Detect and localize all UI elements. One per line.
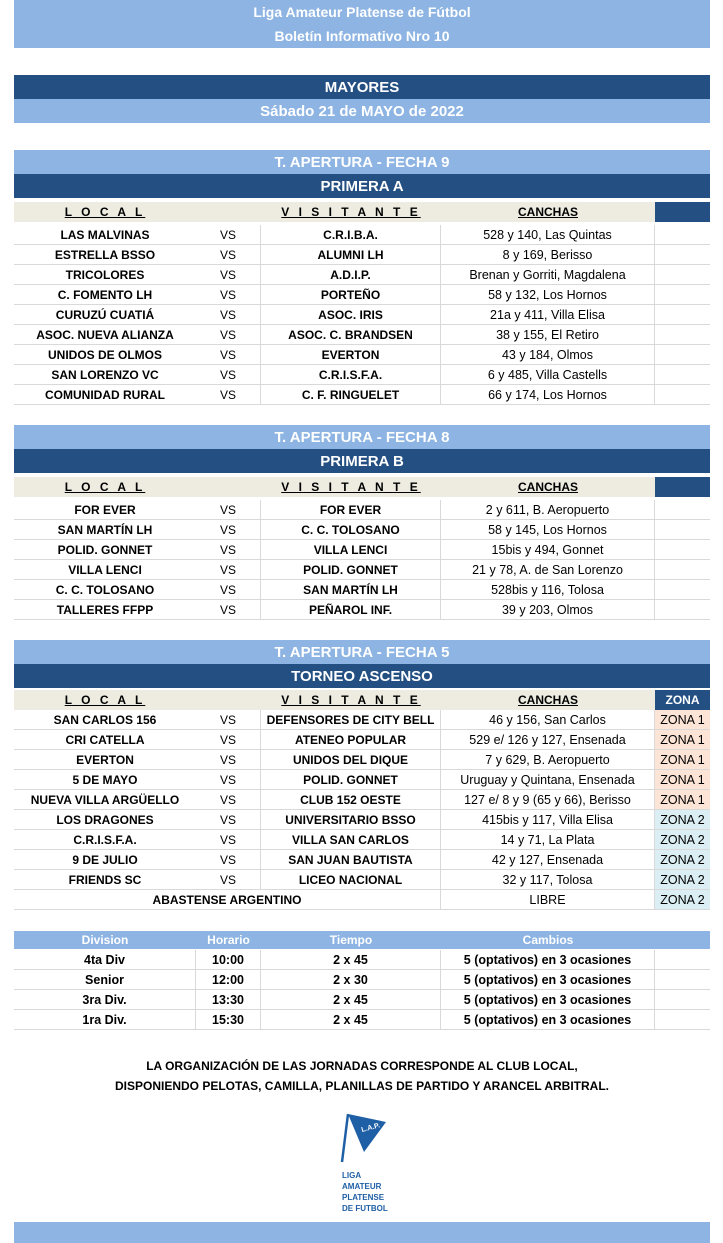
match-date: Sábado 21 de MAYO de 2022 <box>14 99 710 123</box>
match-row <box>14 365 710 385</box>
local-team: SAN CARLOS 156 <box>53 712 157 727</box>
local-team: EVERTON <box>76 752 134 767</box>
local-team: SAN LORENZO VC <box>51 367 159 382</box>
field-location: 127 e/ 8 y 9 (65 y 66), Berisso <box>441 790 655 809</box>
ascenso-division: TORNEO ASCENSO <box>14 664 710 688</box>
visitor-team: POLID. GONNET <box>261 770 441 789</box>
header-corner <box>655 477 710 497</box>
local-team: TALLERES FFPP <box>56 602 154 617</box>
schedule-subs: 5 (optativos) en 3 ocasiones <box>441 970 655 989</box>
local-team: SAN MARTÍN LH <box>57 522 153 537</box>
vs-label: VS <box>196 790 261 809</box>
field-location: Brenan y Gorriti, Magdalena <box>441 265 655 284</box>
field-location: 58 y 132, Los Hornos <box>441 285 655 304</box>
empty-cell <box>655 325 710 344</box>
local-team: C.R.I.S.F.A. <box>73 832 137 847</box>
local-team: LOS DRAGONES <box>56 812 154 827</box>
schedule-division: 4ta Div <box>14 950 196 969</box>
field-location: 528 y 140, Las Quintas <box>441 225 655 244</box>
local-team: FRIENDS SC <box>68 872 142 887</box>
vs-label: VS <box>196 580 261 599</box>
match-row <box>14 265 710 285</box>
bulletin-subtitle: Boletín Informativo Nro 10 <box>14 24 710 48</box>
fields-header: CANCHAS <box>441 477 655 497</box>
match-row <box>14 245 710 265</box>
zone-badge: ZONA 1 <box>655 790 710 809</box>
field-location: 46 y 156, San Carlos <box>441 710 655 729</box>
field-location: 8 y 169, Berisso <box>441 245 655 264</box>
empty-cell <box>655 970 710 989</box>
vs-label: VS <box>196 520 261 539</box>
league-logo <box>334 1112 406 1220</box>
local-team: C. C. TOLOSANO <box>55 582 155 597</box>
field-location: Uruguay y Quintana, Ensenada <box>441 770 655 789</box>
vs-label: VS <box>196 850 261 869</box>
local-team: 9 DE JULIO <box>72 852 138 867</box>
visitor-team: ASOC. C. BRANDSEN <box>261 325 441 344</box>
logo-flag-text: L.A.P. <box>360 1122 381 1134</box>
visitor-team: PEÑAROL INF. <box>261 600 441 619</box>
empty-cell <box>655 305 710 324</box>
logo-line-4: DE FUTBOL <box>342 1204 388 1213</box>
visitor-team: POLID. GONNET <box>261 560 441 579</box>
local-header: L O C A L <box>14 202 196 222</box>
visitor-team: VILLA LENCI <box>261 540 441 559</box>
field-location: 42 y 127, Ensenada <box>441 850 655 869</box>
notice-line-1: LA ORGANIZACIÓN DE LAS JORNADAS CORRESPONDE AL CLUB LOCAL, <box>146 1059 578 1073</box>
match-row <box>14 810 710 830</box>
zone-badge: ZONA 2 <box>655 870 710 889</box>
schedule-subs-header: Cambios <box>522 933 574 947</box>
primera-b-matches <box>14 500 710 620</box>
zone-badge: ZONA 2 <box>655 850 710 869</box>
vs-label: VS <box>196 750 261 769</box>
free-row <box>14 890 710 910</box>
vs-label: VS <box>196 500 261 519</box>
local-team: C. FOMENTO LH <box>57 287 153 302</box>
match-row <box>14 520 710 540</box>
vs-label: VS <box>196 325 261 344</box>
match-row <box>14 770 710 790</box>
logo-line-2: AMATEUR <box>342 1182 382 1191</box>
empty-cell <box>655 245 710 264</box>
header-corner <box>655 202 710 222</box>
organization-notice <box>14 1056 710 1096</box>
schedule-division: 3ra Div. <box>14 990 196 1009</box>
visitor-team: ASOC. IRIS <box>261 305 441 324</box>
vs-label: VS <box>196 365 261 384</box>
notice-line-2: DISPONIENDO PELOTAS, CAMILLA, PLANILLAS DE PARTIDO Y ARANCEL ARBITRAL. <box>114 1079 609 1093</box>
local-team: 5 DE MAYO <box>72 772 138 787</box>
empty-cell <box>655 1010 710 1029</box>
match-row <box>14 285 710 305</box>
vs-label: VS <box>196 770 261 789</box>
schedule-duration: 2 x 30 <box>261 970 441 989</box>
match-row <box>14 850 710 870</box>
vs-label: VS <box>196 225 261 244</box>
schedule-division: Senior <box>14 970 196 989</box>
schedule-row <box>14 970 710 990</box>
field-location: 66 y 174, Los Hornos <box>441 385 655 404</box>
visitor-team: VILLA SAN CARLOS <box>261 830 441 849</box>
primera-a-column-headers <box>14 202 710 222</box>
primera-b-division: PRIMERA B <box>14 449 710 473</box>
schedule-subs: 5 (optativos) en 3 ocasiones <box>441 950 655 969</box>
local-team: CRI CATELLA <box>65 732 145 747</box>
logo-line-1: LIGA <box>342 1171 362 1180</box>
schedule-division: 1ra Div. <box>14 1010 196 1029</box>
match-row <box>14 600 710 620</box>
empty-cell <box>655 500 710 519</box>
schedule-duration: 2 x 45 <box>261 990 441 1009</box>
vs-label: VS <box>196 305 261 324</box>
free-label: LIBRE <box>441 890 655 909</box>
match-row <box>14 500 710 520</box>
field-location: 15bis y 494, Gonnet <box>441 540 655 559</box>
local-team: CURUZÚ CUATIÁ <box>55 307 155 322</box>
zone-badge: ZONA 1 <box>655 730 710 749</box>
zone-header: ZONA <box>655 690 710 710</box>
vs-label: VS <box>196 540 261 559</box>
field-location: 58 y 145, Los Hornos <box>441 520 655 539</box>
zone-badge: ZONA 2 <box>655 890 710 909</box>
empty-cell <box>655 600 710 619</box>
zone-badge: ZONA 1 <box>655 710 710 729</box>
category-title: MAYORES <box>14 75 710 99</box>
empty-cell <box>655 990 710 1009</box>
fields-header: CANCHAS <box>441 690 655 710</box>
primera-b-tournament: T. APERTURA - FECHA 8 <box>14 425 710 449</box>
local-team: POLID. GONNET <box>57 542 153 557</box>
match-row <box>14 730 710 750</box>
schedule-time: 13:30 <box>196 990 261 1009</box>
field-location: 21 y 78, A. de San Lorenzo <box>441 560 655 579</box>
local-team: TRICOLORES <box>65 267 145 282</box>
schedule-header <box>14 931 710 949</box>
empty-cell <box>655 540 710 559</box>
logo-line-3: PLATENSE <box>342 1193 385 1202</box>
empty-cell <box>655 365 710 384</box>
schedule-subs: 5 (optativos) en 3 ocasiones <box>441 1010 655 1029</box>
match-row <box>14 870 710 890</box>
vs-label: VS <box>196 730 261 749</box>
local-header: L O C A L <box>14 690 196 710</box>
schedule-time: 12:00 <box>196 970 261 989</box>
visitor-team: ATENEO POPULAR <box>261 730 441 749</box>
empty-cell <box>655 345 710 364</box>
empty-cell <box>655 950 710 969</box>
free-team: ABASTENSE ARGENTINO <box>14 890 441 909</box>
visitor-team: C.R.I.S.F.A. <box>261 365 441 384</box>
visitor-team: A.D.I.P. <box>261 265 441 284</box>
match-row <box>14 225 710 245</box>
local-team: VILLA LENCI <box>68 562 142 577</box>
local-header: L O C A L <box>14 477 196 497</box>
vs-label: VS <box>196 385 261 404</box>
schedule-duration: 2 x 45 <box>261 1010 441 1029</box>
vs-header-spacer <box>196 477 261 497</box>
empty-cell <box>655 385 710 404</box>
field-location: 38 y 155, El Retiro <box>441 325 655 344</box>
schedule-time: 10:00 <box>196 950 261 969</box>
visitor-team: CLUB 152 OESTE <box>261 790 441 809</box>
visitor-header: V I S I T A N T E <box>261 477 441 497</box>
schedule-duration-header: Tiempo <box>329 933 373 947</box>
field-location: 528bis y 116, Tolosa <box>441 580 655 599</box>
match-row <box>14 305 710 325</box>
local-team: ASOC. NUEVA ALIANZA <box>36 327 174 342</box>
schedule-row <box>14 1010 710 1030</box>
vs-label: VS <box>196 710 261 729</box>
schedule-duration: 2 x 45 <box>261 950 441 969</box>
field-location: 43 y 184, Olmos <box>441 345 655 364</box>
empty-cell <box>655 520 710 539</box>
match-row <box>14 325 710 345</box>
fields-header: CANCHAS <box>441 202 655 222</box>
visitor-team: C. C. TOLOSANO <box>261 520 441 539</box>
field-location: 415bis y 117, Villa Elisa <box>441 810 655 829</box>
schedule-row <box>14 950 710 970</box>
empty-cell <box>655 285 710 304</box>
vs-label: VS <box>196 830 261 849</box>
match-row <box>14 830 710 850</box>
field-location: 39 y 203, Olmos <box>441 600 655 619</box>
schedule-division-header: Division <box>81 933 129 947</box>
schedule-row <box>14 990 710 1010</box>
match-row <box>14 345 710 365</box>
empty-cell <box>655 580 710 599</box>
vs-label: VS <box>196 285 261 304</box>
footer-bar <box>14 1222 710 1243</box>
ascenso-tournament: T. APERTURA - FECHA 5 <box>14 640 710 664</box>
vs-header-spacer <box>196 690 261 710</box>
field-location: 14 y 71, La Plata <box>441 830 655 849</box>
match-row <box>14 750 710 770</box>
schedule-time: 15:30 <box>196 1010 261 1029</box>
vs-label: VS <box>196 600 261 619</box>
empty-cell <box>655 225 710 244</box>
vs-label: VS <box>196 345 261 364</box>
match-row <box>14 710 710 730</box>
visitor-team: ALUMNI LH <box>261 245 441 264</box>
field-location: 32 y 117, Tolosa <box>441 870 655 889</box>
local-team: COMUNIDAD RURAL <box>45 387 165 402</box>
vs-label: VS <box>196 265 261 284</box>
field-location: 2 y 611, B. Aeropuerto <box>441 500 655 519</box>
visitor-team: PORTEÑO <box>261 285 441 304</box>
field-location: 529 e/ 126 y 127, Ensenada <box>441 730 655 749</box>
match-row <box>14 790 710 810</box>
visitor-team: SAN JUAN BAUTISTA <box>261 850 441 869</box>
ascenso-column-headers <box>14 690 710 710</box>
visitor-team: EVERTON <box>261 345 441 364</box>
field-location: 21a y 411, Villa Elisa <box>441 305 655 324</box>
zone-badge: ZONA 1 <box>655 750 710 769</box>
match-row <box>14 540 710 560</box>
primera-a-tournament: T. APERTURA - FECHA 9 <box>14 150 710 174</box>
vs-header-spacer <box>196 202 261 222</box>
empty-cell <box>655 265 710 284</box>
match-row <box>14 560 710 580</box>
vs-label: VS <box>196 560 261 579</box>
local-team: ESTRELLA BSSO <box>54 247 156 262</box>
bulletin-title: Liga Amateur Platense de Fútbol <box>14 0 710 24</box>
visitor-team: DEFENSORES DE CITY BELL <box>261 710 441 729</box>
empty-cell <box>655 560 710 579</box>
zone-badge: ZONA 2 <box>655 830 710 849</box>
zone-badge: ZONA 2 <box>655 810 710 829</box>
vs-label: VS <box>196 810 261 829</box>
match-row <box>14 385 710 405</box>
visitor-team: C.R.I.B.A. <box>261 225 441 244</box>
league-logo-flag-icon <box>334 1112 406 1220</box>
field-location: 6 y 485, Villa Castells <box>441 365 655 384</box>
schedule-subs: 5 (optativos) en 3 ocasiones <box>441 990 655 1009</box>
visitor-header: V I S I T A N T E <box>261 202 441 222</box>
match-row <box>14 580 710 600</box>
schedule-rows <box>14 950 710 1030</box>
local-team: FOR EVER <box>74 502 136 517</box>
primera-a-division: PRIMERA A <box>14 174 710 198</box>
zone-badge: ZONA 1 <box>655 770 710 789</box>
field-location: 7 y 629, B. Aeropuerto <box>441 750 655 769</box>
ascenso-matches <box>14 710 710 910</box>
visitor-team: LICEO NACIONAL <box>261 870 441 889</box>
schedule-header-corner <box>655 931 710 949</box>
visitor-team: C. F. RINGUELET <box>261 385 441 404</box>
vs-label: VS <box>196 245 261 264</box>
primera-b-column-headers <box>14 477 710 497</box>
local-team: UNIDOS DE OLMOS <box>47 347 162 362</box>
schedule-time-header: Horario <box>207 933 250 947</box>
visitor-team: FOR EVER <box>261 500 441 519</box>
visitor-header: V I S I T A N T E <box>261 690 441 710</box>
local-team: NUEVA VILLA ARGÜELLO <box>30 792 180 807</box>
local-team: LAS MALVINAS <box>60 227 150 242</box>
primera-a-matches <box>14 225 710 405</box>
vs-label: VS <box>196 870 261 889</box>
visitor-team: SAN MARTÍN LH <box>261 580 441 599</box>
visitor-team: UNIVERSITARIO BSSO <box>261 810 441 829</box>
visitor-team: UNIDOS DEL DIQUE <box>261 750 441 769</box>
